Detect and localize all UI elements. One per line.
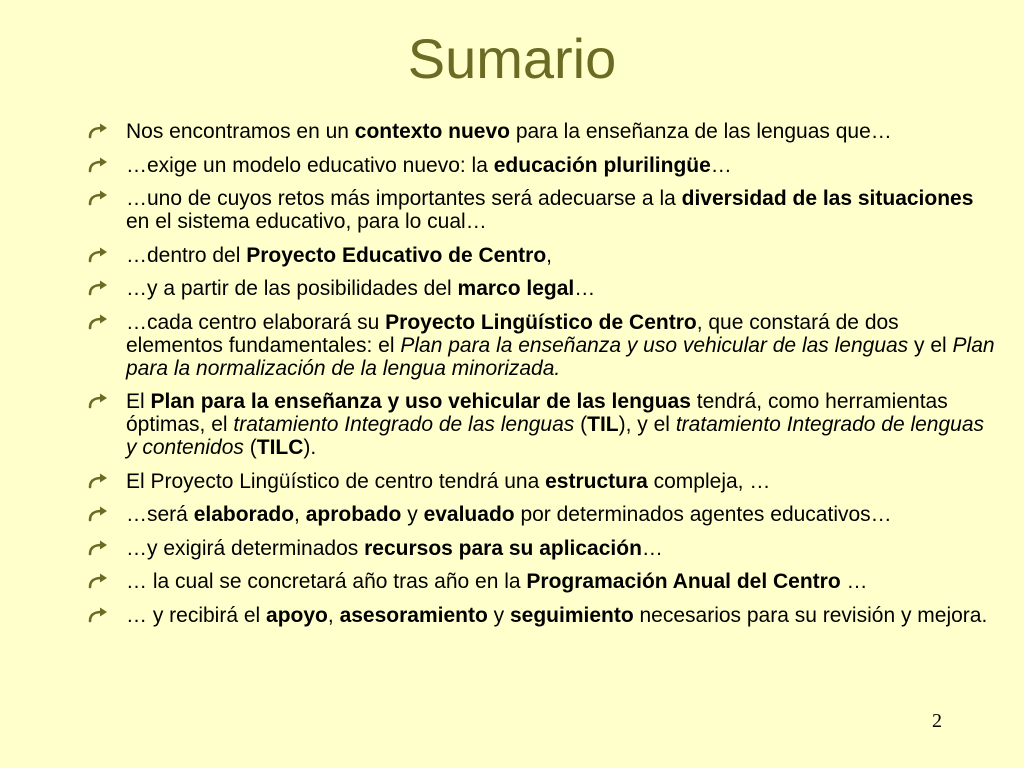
bullet-text-segment: diversidad de las situaciones	[681, 187, 974, 210]
bullet-text-segment: Plan para la normalización de la lengua minorizada.	[126, 333, 995, 380]
bullet-text-segment: contexto nuevo	[354, 120, 510, 143]
bullet-text-segment: (	[574, 413, 588, 436]
bullet-text-segment: recursos para su aplicación	[364, 536, 642, 560]
bullet-text-segment: …	[840, 570, 868, 593]
curved-arrow-bullet-icon	[88, 121, 110, 141]
curved-arrow-bullet-icon	[88, 471, 110, 491]
bullet-item	[88, 537, 998, 560]
bullet-text-segment: elaborado	[193, 503, 295, 526]
bullet-item	[88, 311, 998, 380]
bullet-text-segment: Proyecto Educativo de Centro	[246, 243, 547, 267]
bullet-item	[88, 277, 998, 300]
curved-arrow-bullet-icon	[88, 504, 110, 524]
curved-arrow-bullet-icon	[88, 155, 110, 175]
bullet-text-segment: apoyo	[266, 603, 328, 627]
bullet-item	[88, 503, 998, 526]
curved-arrow-bullet-icon	[88, 188, 110, 208]
bullet-text-segment: …cada centro elaborará su	[126, 310, 386, 334]
bullet-text-segment: …será	[126, 503, 194, 526]
bullet-list	[88, 120, 998, 637]
bullet-text-segment: tratamiento Integrado de las lenguas	[233, 413, 575, 436]
curved-arrow-bullet-icon	[88, 245, 110, 265]
bullet-text-segment: …exige un modelo educativo nuevo: la	[126, 153, 494, 177]
bullet-text-segment: y	[487, 603, 510, 627]
bullet-text-segment: Programación Anual del Centro	[526, 570, 841, 593]
bullet-text-segment: Plan para la enseñanza y uso vehicular de las lenguas	[150, 390, 691, 413]
bullet-text-segment: ), y el	[618, 413, 676, 436]
bullet-text-segment: , que constará de dos elementos fundamentales: el	[126, 310, 899, 357]
bullet-text-segment: El Proyecto Lingüístico de centro tendrá una	[126, 469, 546, 493]
bullet-text-segment: …	[574, 277, 596, 300]
bullet-text-segment: educación plurilingüe	[493, 153, 711, 177]
bullet-item	[88, 570, 998, 593]
bullet-text-segment: El	[126, 390, 151, 413]
bullet-text-segment: y el	[908, 333, 953, 357]
bullet-text-segment: ,	[546, 243, 552, 267]
bullet-text-segment: ).	[303, 436, 317, 459]
curved-arrow-bullet-icon	[88, 538, 110, 558]
curved-arrow-bullet-icon	[88, 571, 110, 591]
bullet-text-segment: …uno de cuyos retos más importantes será adecuarse a la	[126, 187, 682, 210]
bullet-item	[88, 470, 998, 493]
bullet-text-segment: Plan para la enseñanza y uso vehicular de las lenguas	[400, 333, 909, 357]
curved-arrow-bullet-icon	[88, 605, 110, 625]
bullet-item	[88, 390, 998, 459]
curved-arrow-bullet-icon	[88, 278, 110, 298]
bullet-text-segment: … y recibirá el	[126, 603, 267, 627]
page-number: 2	[932, 710, 942, 732]
bullet-text-segment: TILC	[256, 436, 304, 459]
bullet-item	[88, 244, 998, 267]
bullet-text-segment: tendrá, como herramientas óptimas, el	[126, 390, 948, 436]
bullet-text-segment: … la cual se concretará año tras año en la	[126, 570, 527, 593]
bullet-text-segment: …dentro del	[126, 243, 247, 267]
bullet-text-segment: tratamiento Integrado de lenguas y contenidos	[126, 413, 985, 459]
bullet-text-segment: y	[401, 503, 424, 526]
bullet-text-segment: necesarios para su revisión y mejora.	[633, 603, 988, 627]
bullet-text-segment: en el sistema educativo, para lo cual…	[126, 210, 487, 233]
bullet-text-segment: asesoramiento	[339, 603, 488, 627]
bullet-text-segment: …	[710, 153, 732, 177]
bullet-text-segment: estructura	[545, 469, 648, 493]
bullet-text-segment: seguimiento	[509, 603, 634, 627]
bullet-text-segment: marco legal	[457, 277, 575, 300]
bullet-text-segment: para la enseñanza de las lenguas que…	[509, 120, 892, 143]
bullet-text-segment: …y exigirá determinados	[126, 536, 365, 560]
bullet-text-segment: compleja, …	[647, 469, 771, 493]
curved-arrow-bullet-icon	[88, 391, 110, 411]
bullet-item	[88, 120, 998, 143]
slide-title: Sumario	[407, 27, 617, 90]
bullet-text-segment: …	[641, 536, 663, 560]
bullet-text-segment: ,	[327, 603, 340, 627]
bullet-text-segment: aprobado	[305, 503, 402, 526]
bullet-text-segment: Nos encontramos en un	[126, 120, 355, 143]
bullet-item	[88, 187, 998, 233]
bullet-text-segment: por determinados agentes educativos…	[514, 503, 892, 526]
curved-arrow-bullet-icon	[88, 312, 110, 332]
bullet-text-segment: Proyecto Lingüístico de Centro	[385, 310, 697, 334]
bullet-text-segment: (	[243, 436, 257, 459]
bullet-text-segment: …y a partir de las posibilidades del	[126, 277, 458, 300]
bullet-text-segment: ,	[294, 503, 306, 526]
bullet-text-segment: evaluado	[423, 503, 515, 526]
bullet-item	[88, 154, 998, 177]
bullet-text-segment: TIL	[587, 413, 619, 436]
bullet-item	[88, 604, 998, 627]
